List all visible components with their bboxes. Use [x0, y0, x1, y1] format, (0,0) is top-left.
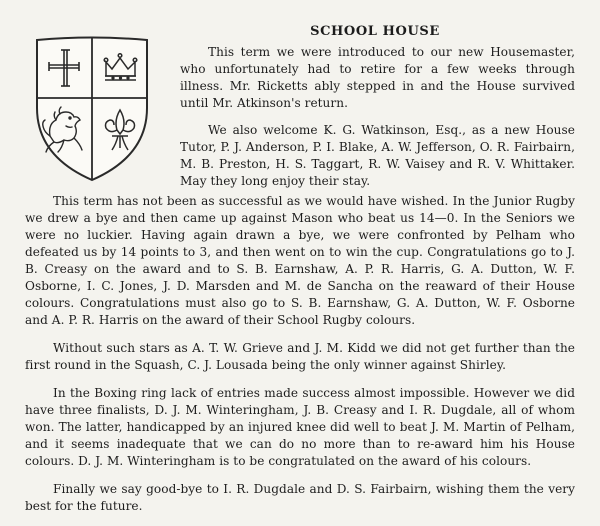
paragraph-boxing: In the Boxing ring lack of entries made success almost impossible. However we did have three finalists, D. J. M. Winteringham, J. B. Creasy and I. R. Dugdale, all of whom won. The latter, handicapped by an injured knee did well to beat J. M. Martin of Pelham, and it seems inadequate that we can do no more than to re-award him his House colours. D. J. M. Winteringham is to be congratulated on the award of his colours. [25, 386, 575, 468]
intro-paragraph-1: This term we were introduced to our new Housemaster, who unfortunately had to retire for a few weeks through illness. Mr. Ricketts ably stepped in and the House survived until Mr. Atkinson's return. [180, 45, 575, 110]
intro-section [180, 44, 575, 200]
page-title: SCHOOL HOUSE [310, 24, 440, 39]
body-section [25, 193, 575, 526]
intro-paragraph-2: We also welcome K. G. Watkinson, Esq., as a new House Tutor, P. J. Anderson, P. I. Blake, A. W. Jefferson, O. R. Fairbairn, M. B. Preston, H. S. Taggart, R. W. Vaisey and R. V. Whittaker. May they long enjoy their stay. [180, 123, 575, 188]
paragraph-squash: Without such stars as A. T. W. Grieve and J. M. Kidd we did not get further than the first round in the Squash, C. J. Lousada being the only winner against Shirley. [25, 341, 575, 372]
house-crest [34, 34, 150, 182]
paragraph-rugby: This term has not been as successful as we would have wished. In the Junior Rugby we drew a bye and then came up against Mason who beat us 14—0. In the Seniors we were no luckier. Having again drawn a bye, we were confronted by Pelham who defeated us by 14 points to 3, and then went on to win the cup. Congratulations go to J. B. Creasy on the award and to S. B. Earnshaw, A. P. R. Harris, G. A. Dutton, W. F. Osborne, I. C. Jones, J. D. Marsden and M. de Sancha on the reaward of their House colours. Congratulations must also go to S. B. Earnshaw, G. A. Dutton, W. F. Osborne and A. P. R. Harris on the award of their School Rugby colours. [25, 194, 575, 327]
paragraph-farewell: Finally we say good-bye to I. R. Dugdale and D. S. Fairbairn, wishing them the very best for the future. [25, 482, 575, 513]
